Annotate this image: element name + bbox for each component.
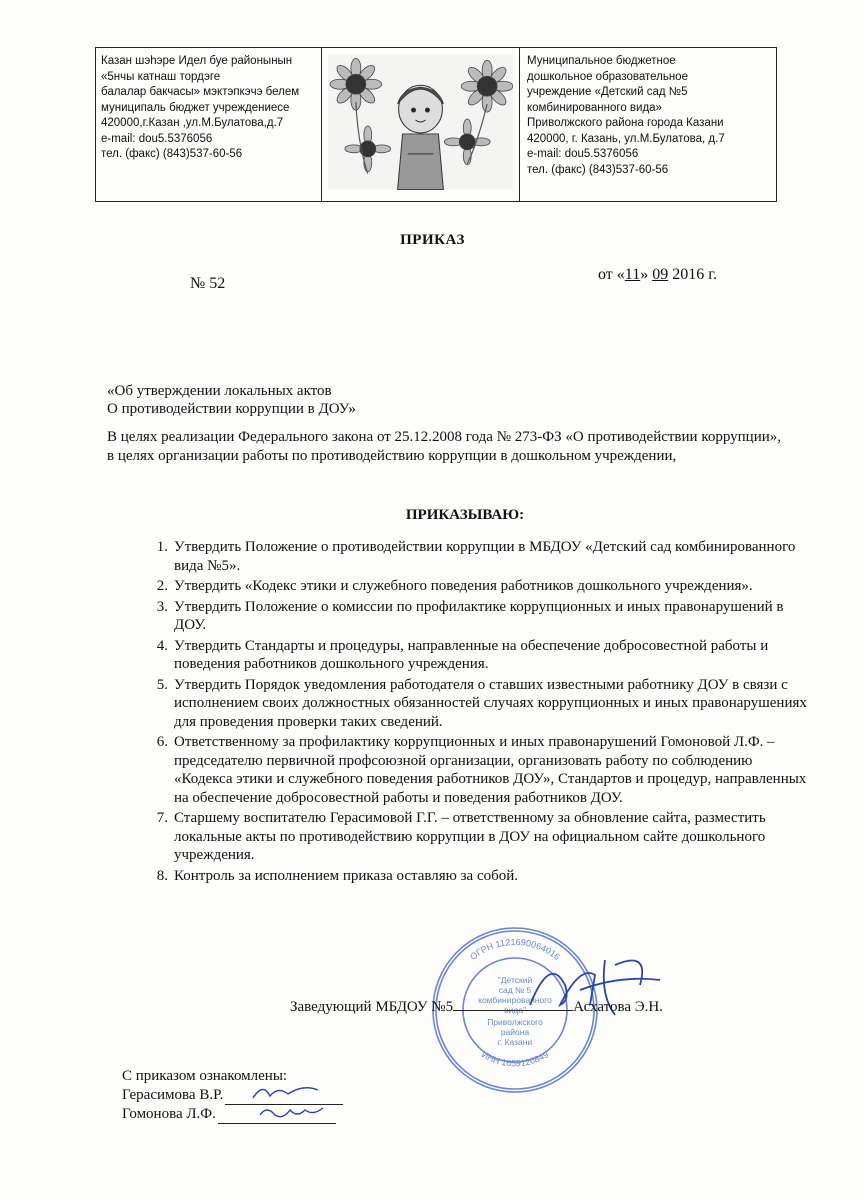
date-prefix: от « [598,266,625,283]
letterhead [95,47,777,202]
signature-name: Асхатова Э.Н. [573,999,663,1015]
letterhead-line: тел. (факс) (843)537-60-56 [527,163,669,176]
subject-line: О противодействии коррупции в ДОУ» [107,401,356,417]
stamp-ring-top: ОГРН 1121690064016 [468,936,563,962]
subject-line: «Об утверждении локальных актов [107,383,332,399]
ack-signature-2 [255,1100,335,1125]
letterhead-line: Приволжского района города Казани [527,117,724,129]
order-items [118,538,808,887]
order-date [598,266,717,284]
stamp-line: "Детский [497,975,533,985]
sunflower-girl-logo [322,48,520,201]
letterhead-line: муниципаль бюджет учреждениесе [101,101,290,114]
letterhead-line: e-mail: dou5.5376056 [101,132,213,145]
item-text: Ответственному за профилактику коррупционных и иных правонарушений Гомоновой Л.Ф. – председателю первичной профсоюзной организации, организовать работу по соблюдению «Кодекса этики и служебного поведения работников ДОУ», Стандартов и процедур, направленных на обеспечение добросовестной работы и поведения работников ДОУ. [174,734,807,806]
date-year: 2016 г. [668,266,717,283]
letterhead-line: Муниципальное бюджетное [527,55,676,67]
letterhead-line: тел. (факс) (843)537-60-56 [101,148,243,160]
letterhead-line: e-mail: dou5.5376056 [527,148,639,160]
item-number: 2. [156,578,168,594]
item-number: 7. [156,810,168,826]
stamp-line: комбинированного [478,995,552,1005]
item-text: Утвердить Положение о комиссии по профилактике коррупционных и иных правонарушений в ДОУ. [174,598,784,633]
order-item [118,809,808,865]
stamp-line: вида" [504,1005,526,1015]
item-number: 4. [156,637,168,654]
date-month: 09 [652,266,669,283]
order-item [118,598,808,635]
order-item [118,637,808,674]
letterhead-line: дошкольное образовательное [527,70,688,83]
signature-role: Заведующий МБДОУ №5 [290,999,454,1015]
item-number: 8. [156,867,168,884]
signature-block [290,996,663,1016]
sunflower-girl-image [328,54,513,190]
order-item [118,676,808,732]
item-text: Старшему воспитателю Герасимовой Г.Г. – ответственному за обновление сайта, разместить локальные акты по противодействию коррупции в ДОУ на официальном сайте дошкольного учреждения. [174,810,766,863]
letterhead-line: 420000,г.Казан ,ул.М.Булатова,д.7 [101,117,284,129]
stamp-ring-bottom: ИНН 1659120849 [479,1049,551,1069]
letterhead-line: «5нчы катнаш тордэге [101,70,221,83]
item-number: 6. [156,734,168,750]
item-number: 3. [156,598,168,615]
signature-line [453,996,573,1011]
date-day: 11 [624,266,641,283]
letterhead-russian [520,48,776,201]
ack-person: Гомонова Л.Ф. [122,1106,216,1122]
letterhead-line: 420000, г. Казань, ул.М.Булатова, д.7 [527,132,725,145]
item-number: 1. [156,539,168,555]
letterhead-line: учреждение «Детский сад №5 [527,86,688,98]
letterhead-line: комбинированного вида» [527,101,662,114]
order-item [118,538,808,575]
item-text: Контроль за исполнением приказа оставляю за собой. [174,867,519,884]
date-mid: » [640,266,653,283]
ack-person: Герасимова В.Р. [122,1087,224,1103]
order-subject [107,382,356,418]
item-number: 5. [156,676,168,693]
stamp-line: Приволжского [487,1017,543,1027]
order-item [118,577,808,596]
stamp-line: сад № 5 [498,985,532,995]
letterhead-tatar [96,48,322,201]
item-text: Утвердить Стандарты и процедуры, направленные на обеспечение добросовестной работы и поведения работников дошкольного учреждения. [174,637,769,672]
order-item [118,867,808,886]
preamble: В целях реализации Федерального закона от 25.12.2008 года № 273-ФЗ «О противодействии коррупции», в целях организации работы по противодействию коррупции в дошкольном учреждении, [107,429,782,464]
order-number: № 52 [190,275,226,292]
stamp-line: района [500,1027,530,1037]
stamp-line: г. Казани [497,1037,533,1047]
ack-title: С приказом ознакомлены: [122,1068,288,1084]
document-title: ПРИКАЗ [400,232,465,248]
order-heading: ПРИКАЗЫВАЮ: [405,507,525,523]
order-item [118,733,808,807]
item-text: Утвердить Порядок уведомления работодателя о ставших известными работнику ДОУ в связи с исполнением своих должностных обязанностей случаях коррупционных и иных правонарушениях для проведения проверки таких сведений. [174,676,807,730]
letterhead-line: балалар бакчасы» мэктэпкэчэ белем [101,86,300,98]
letterhead-line: Казан шэһэре Идел буе районынын [101,55,293,67]
item-text: Утвердить «Кодекс этики и служебного поведения работников дошкольного учреждения». [174,578,753,594]
item-text: Утвердить Положение о противодействии коррупции в МБДОУ «Детский сад комбинированного вида №5». [174,539,796,574]
